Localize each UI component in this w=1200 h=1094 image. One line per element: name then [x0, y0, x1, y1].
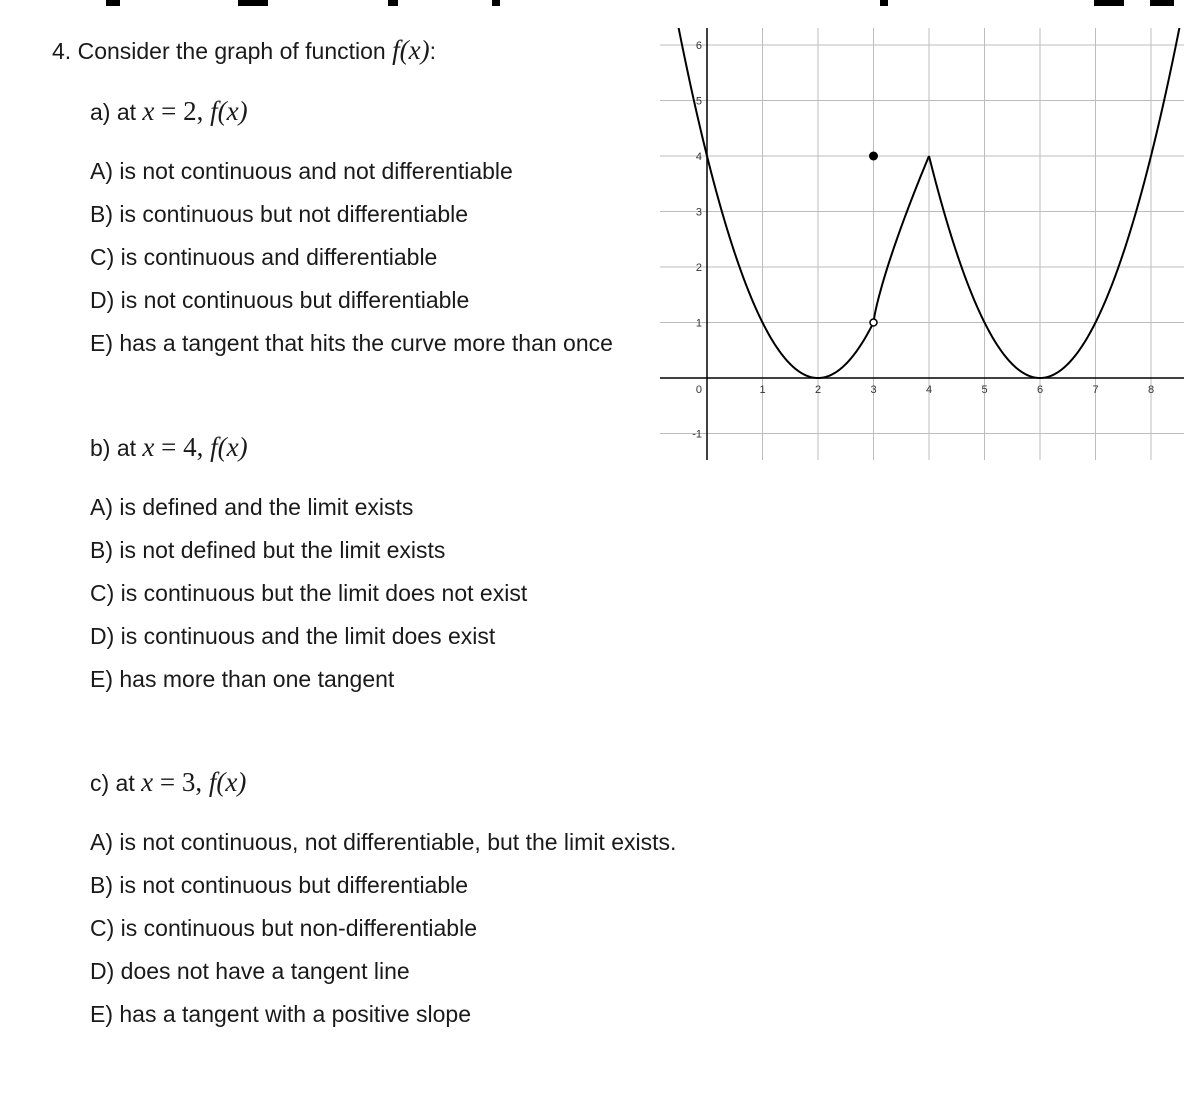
part-c-option-a[interactable]: A) is not continuous, not differentiable, but the limit exists. — [90, 829, 677, 855]
function-graph — [660, 28, 1184, 460]
question-title — [52, 35, 436, 66]
part-c-eq: = 3, — [153, 767, 209, 797]
part-b-option-a[interactable]: A) is defined and the limit exists — [90, 494, 414, 520]
part-a-option-d[interactable]: D) is not continuous but differentiable — [90, 287, 470, 313]
y-tick-label: 2 — [695, 262, 702, 274]
part-a-func: f(x) — [210, 96, 248, 126]
part-a-label: a) at — [90, 99, 137, 125]
part-b-eq: = 4, — [154, 432, 211, 462]
part-c-option-c[interactable]: C) is continuous but non-differentiable — [90, 915, 477, 941]
x-tick-label: 1 — [759, 384, 766, 396]
x-tick-label: 6 — [1036, 384, 1044, 396]
x-tick-label: 2 — [814, 384, 822, 396]
part-b-func: f(x) — [210, 432, 248, 462]
part-c-var: x — [141, 767, 154, 797]
y-tick-label: 3 — [695, 206, 702, 219]
part-b-var: x — [142, 432, 155, 462]
part-a-option-e[interactable]: E) has a tangent that hits the curve more than once — [90, 330, 613, 356]
filled-point — [869, 152, 878, 161]
part-c-option-b[interactable]: B) is not continuous but differentiable — [90, 872, 469, 898]
y-tick-label: 1 — [695, 317, 702, 330]
x-tick-label: 3 — [870, 384, 877, 396]
y-tick-label: 5 — [695, 95, 702, 108]
y-tick-label: 6 — [695, 40, 702, 52]
part-b-option-b[interactable]: B) is not defined but the limit exists — [90, 537, 446, 563]
part-a-eq: = 2, — [154, 96, 211, 126]
part-a-option-a[interactable]: A) is not continuous and not differentiable — [90, 158, 513, 184]
curve-middle-segment — [874, 156, 930, 323]
part-c-label: c) at — [90, 770, 135, 796]
part-b-option-e[interactable]: E) has more than one tangent — [90, 666, 395, 692]
part-c-option-e[interactable]: E) has a tangent with a positive slope — [90, 1001, 472, 1027]
part-a-option-c[interactable]: C) is continuous and differentiable — [90, 244, 438, 270]
x-tick-label: 7 — [1092, 384, 1099, 396]
x-tick-label: 8 — [1147, 384, 1155, 396]
x-tick-label: 4 — [925, 384, 933, 396]
part-c-heading — [90, 767, 246, 798]
question-text: Consider the graph of function — [77, 38, 386, 64]
question-number: 4. — [52, 38, 72, 64]
part-a-option-b[interactable]: B) is continuous but not differentiable — [90, 201, 469, 227]
part-a-var: x — [142, 96, 155, 126]
part-b-option-c[interactable]: C) is continuous but the limit does not exist — [90, 580, 528, 606]
part-b-heading — [90, 432, 248, 463]
open-point — [870, 319, 877, 326]
curve-left-parabola — [674, 28, 873, 378]
curve-right-parabola — [929, 28, 1184, 378]
part-b-label: b) at — [90, 435, 137, 461]
part-c-func: f(x) — [208, 767, 247, 797]
origin-label: 0 — [695, 384, 702, 396]
question-colon: : — [429, 38, 436, 64]
part-b-option-d[interactable]: D) is continuous and the limit does exist — [90, 623, 496, 649]
x-tick-label: 5 — [981, 384, 988, 396]
y-tick-label: -1 — [692, 428, 702, 441]
cropped-header-strip — [0, 0, 1200, 8]
question-function: f(x) — [392, 35, 430, 65]
y-tick-label: 4 — [695, 151, 702, 163]
part-c-option-d[interactable]: D) does not have a tangent line — [90, 958, 410, 984]
part-a-heading — [90, 96, 248, 127]
